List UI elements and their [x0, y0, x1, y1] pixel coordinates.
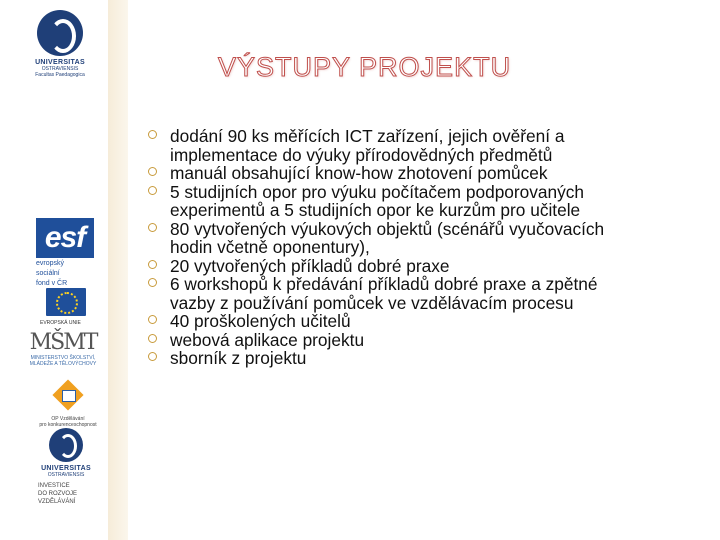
list-item-text: dodání 90 ks měřících ICT zařízení, jejich ověření a implementace do výuky přírodovědných předmětů	[170, 126, 565, 165]
slide-content	[148, 127, 618, 368]
bullet-icon	[148, 130, 157, 139]
bullet-icon	[148, 315, 157, 324]
list-item	[148, 183, 618, 220]
slide-title: VÝSTUPY PROJEKTU	[218, 52, 512, 82]
faculty-name: Facultas Paedagogica	[35, 72, 85, 78]
bullet-icon	[148, 186, 157, 195]
list-item	[148, 349, 618, 368]
outputs-list	[148, 127, 618, 368]
list-item	[148, 331, 618, 350]
msmt-logo	[20, 330, 106, 367]
logo-sidebar	[0, 0, 108, 540]
university-name-bottom: UNIVERSITAS	[41, 465, 91, 472]
slogan-line-2: DO ROZVOJE	[38, 491, 78, 497]
list-item-text: manuál obsahující know-how zhotovení pomůcek	[170, 163, 548, 183]
bullet-icon	[148, 334, 157, 343]
university-emblem-small-icon	[49, 428, 83, 462]
investment-slogan	[26, 482, 106, 506]
esf-text-3: fond v ČR	[36, 280, 68, 287]
list-item-text: sborník z projektu	[170, 348, 307, 368]
bullet-icon	[148, 223, 157, 232]
bullet-icon	[148, 352, 157, 361]
university-logo-bottom	[26, 428, 106, 506]
slogan-line-3: VZDĚLÁVÁNÍ	[38, 499, 76, 505]
bullet-icon	[148, 167, 157, 176]
esf-mark: esf	[36, 218, 94, 258]
msmt-mark: MŠMT	[29, 330, 97, 355]
eu-flag-icon	[46, 288, 86, 316]
list-item-text: 80 vytvořených výukových objektů (scénářů vyučovacích hodin včetně oponentury),	[170, 218, 605, 257]
list-item	[148, 164, 618, 183]
esf-text-1: evropský	[36, 260, 65, 267]
op-caption-2: pro konkurenceschopnost	[39, 422, 97, 428]
decorative-stripe	[108, 0, 128, 540]
university-emblem-icon	[37, 10, 83, 56]
list-item-text: 5 studijních opor pro výuku počítačem podporovaných experimentů a 5 studijních opor ke kurzům pro učitele	[170, 181, 585, 220]
university-subname: OSTRAVIENSIS	[41, 66, 79, 72]
bullet-icon	[148, 278, 157, 287]
list-item-text: webová aplikace projektu	[170, 329, 365, 350]
slogan-line-1: INVESTICE	[38, 483, 70, 489]
esf-text-2: sociální	[36, 270, 60, 277]
esf-logo	[36, 218, 106, 288]
university-logo-top	[20, 10, 100, 78]
list-item	[148, 127, 618, 164]
list-item-text: 20 vytvořených příkladů dobré praxe	[170, 255, 450, 276]
list-item	[148, 220, 618, 257]
university-subname-bottom: OSTRAVIENSIS	[47, 472, 85, 478]
university-name: UNIVERSITAS	[35, 59, 85, 66]
list-item	[148, 257, 618, 276]
op-emblem-icon	[51, 382, 85, 416]
list-item	[148, 312, 618, 331]
list-item-text: 40 proškolených učitelů	[170, 311, 351, 331]
list-item-text: 6 workshopů k předávání příkladů dobré praxe a zpětné vazby z používání pomůcek ve vzdělávacím procesu	[170, 274, 598, 313]
bullet-icon	[148, 260, 157, 269]
msmt-caption: MINISTERSTVO ŠKOLSTVÍ, MLÁDEŽE A TĚLOVÝCHOVY	[29, 355, 97, 367]
op-caption-1: OP Vzdělávání	[51, 416, 85, 422]
op-logo	[32, 382, 104, 428]
list-item	[148, 275, 618, 312]
eu-caption: EVROPSKÁ UNIE	[40, 320, 81, 326]
